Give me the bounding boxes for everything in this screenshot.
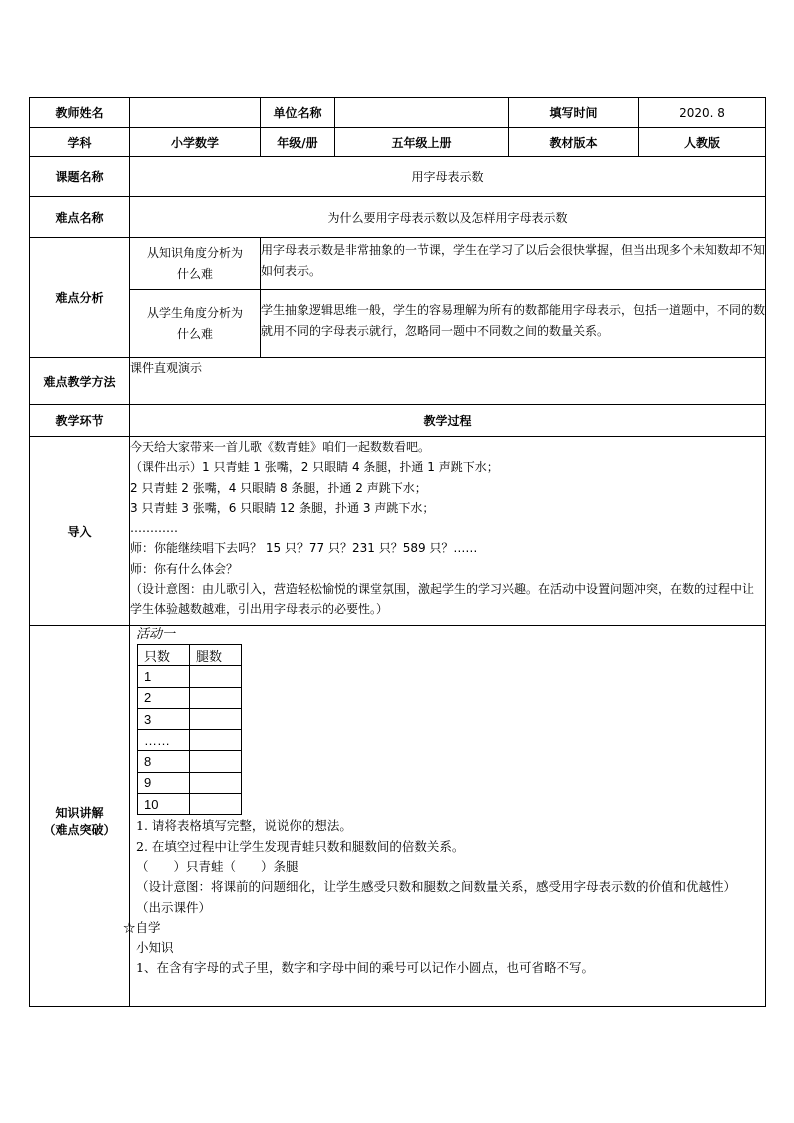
subject-value: 小学数学: [130, 128, 261, 157]
knowledge-label: [30, 626, 130, 1007]
analysis-label: 难点分析: [30, 238, 130, 358]
intro-line: 2 只青蛙 2 张嘴，4 只眼睛 8 条腿，扑通 2 声跳下水；: [130, 480, 427, 495]
activity-title: 活动一: [136, 627, 176, 642]
knowledge-content: [123, 626, 766, 1007]
knowledge-label-line2: （难点突破）: [43, 823, 116, 837]
legs-table-header-count: 只数: [138, 645, 190, 666]
unit-name-value: [335, 98, 509, 128]
topic-row: [30, 157, 766, 197]
intro-line: …………: [130, 521, 178, 536]
legs-table-cell: 2: [138, 687, 190, 708]
header-row-1: [30, 98, 766, 128]
difficulty-label: 难点名称: [30, 197, 130, 238]
intro-line: 师：你能继续唱下去吗？ 15 只？77 只？231 只？589 只？……: [130, 541, 478, 556]
legs-table-blank: [190, 708, 242, 729]
process-title: 教学过程: [130, 405, 766, 437]
intro-row: [30, 437, 766, 626]
lesson-plan-table: [29, 97, 766, 1007]
method-value: 课件直观演示: [130, 358, 766, 405]
knowledge-rule: 1、在含有字母的式子里，数字和字母中间的乘号可以记作小圆点，也可省略不写。: [136, 960, 594, 976]
analysis-row-knowledge: [30, 238, 766, 290]
edition-value: 人教版: [639, 128, 766, 157]
legs-table-blank: [190, 751, 242, 772]
unit-name-label: 单位名称: [261, 98, 335, 128]
fill-date-value: 2020. 8: [639, 98, 766, 128]
knowledge-line: 2. 在填空过程中让学生发现青蛙只数和腿数间的倍数关系。: [136, 838, 465, 854]
student-angle-text: 学生抽象逻辑思维一般，学生的容易理解为所有的数都能用字母表示，包括一道题中，不同的数就用不同的字母表示就行，忽略同一题中不同数之间的数量关系。: [261, 290, 766, 358]
lesson-plan-document: [29, 97, 765, 1007]
grade-value: 五年级上册: [335, 128, 509, 157]
legs-table-cell: 9: [138, 772, 190, 793]
edition-label: 教材版本: [509, 128, 639, 157]
knowledge-line: （ ）只青蛙（ ）条腿: [136, 858, 299, 874]
knowledge-label-line1: 知识讲解: [55, 806, 104, 820]
intro-line: 今天给大家带来一首儿歌《数青蛙》咱们一起数数看吧。: [130, 440, 431, 454]
intro-design-note: （设计意图：由儿歌引入，营造轻松愉悦的课堂氛围，激起学生的学习兴趣。在活动中设置问题冲突，在数的过程中让学生体验越数越难，引出用字母表示的必要性。）: [130, 582, 755, 617]
fill-date-label: 填写时间: [509, 98, 639, 128]
knowledge-row: [30, 626, 766, 1007]
legs-table-blank: [190, 666, 242, 687]
legs-table-blank: [190, 794, 242, 815]
student-angle-label: 从学生角度分析为什么难: [130, 290, 261, 358]
header-row-2: [30, 128, 766, 157]
legs-table-blank: [190, 687, 242, 708]
intro-content: [130, 437, 766, 626]
legs-table-cell: ……: [138, 730, 190, 751]
legs-table-header-legs: 腿数: [190, 645, 242, 666]
knowledge-angle-text: 用字母表示数是非常抽象的一节课，学生在学习了以后会很快掌握，但当出现多个未知数却不知如何表示。: [261, 238, 766, 290]
intro-line: 师：你有什么体会？: [130, 561, 239, 576]
intro-label: 导入: [30, 437, 130, 626]
knowledge-line: 1. 请将表格填写完整，说说你的想法。: [136, 818, 352, 834]
knowledge-design-note: （设计意图：将课前的问题细化，让学生感受只数和腿数之间数量关系，感受用字母表示数的价值和优越性）: [136, 879, 737, 895]
knowledge-lines: [123, 815, 765, 978]
legs-table-cell: 3: [138, 708, 190, 729]
knowledge-angle-label: 从知识角度分析为什么难: [130, 238, 261, 290]
intro-line: 3 只青蛙 3 张嘴，6 只眼睛 12 条腿，扑通 3 声跳下水；: [130, 500, 435, 515]
process-stage-label: 教学环节: [30, 405, 130, 437]
legs-table-cell: 8: [138, 751, 190, 772]
subject-label: 学科: [30, 128, 130, 157]
difficulty-row: [30, 197, 766, 238]
legs-table-cell: 1: [138, 666, 190, 687]
teacher-name-value: [130, 98, 261, 128]
process-header-row: [30, 405, 766, 437]
legs-table-cell: 10: [138, 794, 190, 815]
legs-table-blank: [190, 772, 242, 793]
frog-legs-table: [137, 644, 242, 815]
small-knowledge-heading: 小知识: [136, 940, 174, 956]
intro-line: （课件出示）1 只青蛙 1 张嘴，2 只眼睛 4 条腿，扑通 1 声跳下水；: [130, 460, 499, 475]
knowledge-line: （出示课件）: [136, 899, 212, 915]
difficulty-value: 为什么要用字母表示数以及怎样用字母表示数: [130, 197, 766, 238]
topic-label: 课题名称: [30, 157, 130, 197]
topic-value: 用字母表示数: [130, 157, 766, 197]
self-study-heading: ☆自学: [123, 919, 161, 935]
method-label: 难点教学方法: [30, 358, 130, 405]
teacher-name-label: 教师姓名: [30, 98, 130, 128]
legs-table-blank: [190, 730, 242, 751]
analysis-row-student: [30, 290, 766, 358]
grade-label: 年级/册: [261, 128, 335, 157]
method-row: [30, 358, 766, 405]
